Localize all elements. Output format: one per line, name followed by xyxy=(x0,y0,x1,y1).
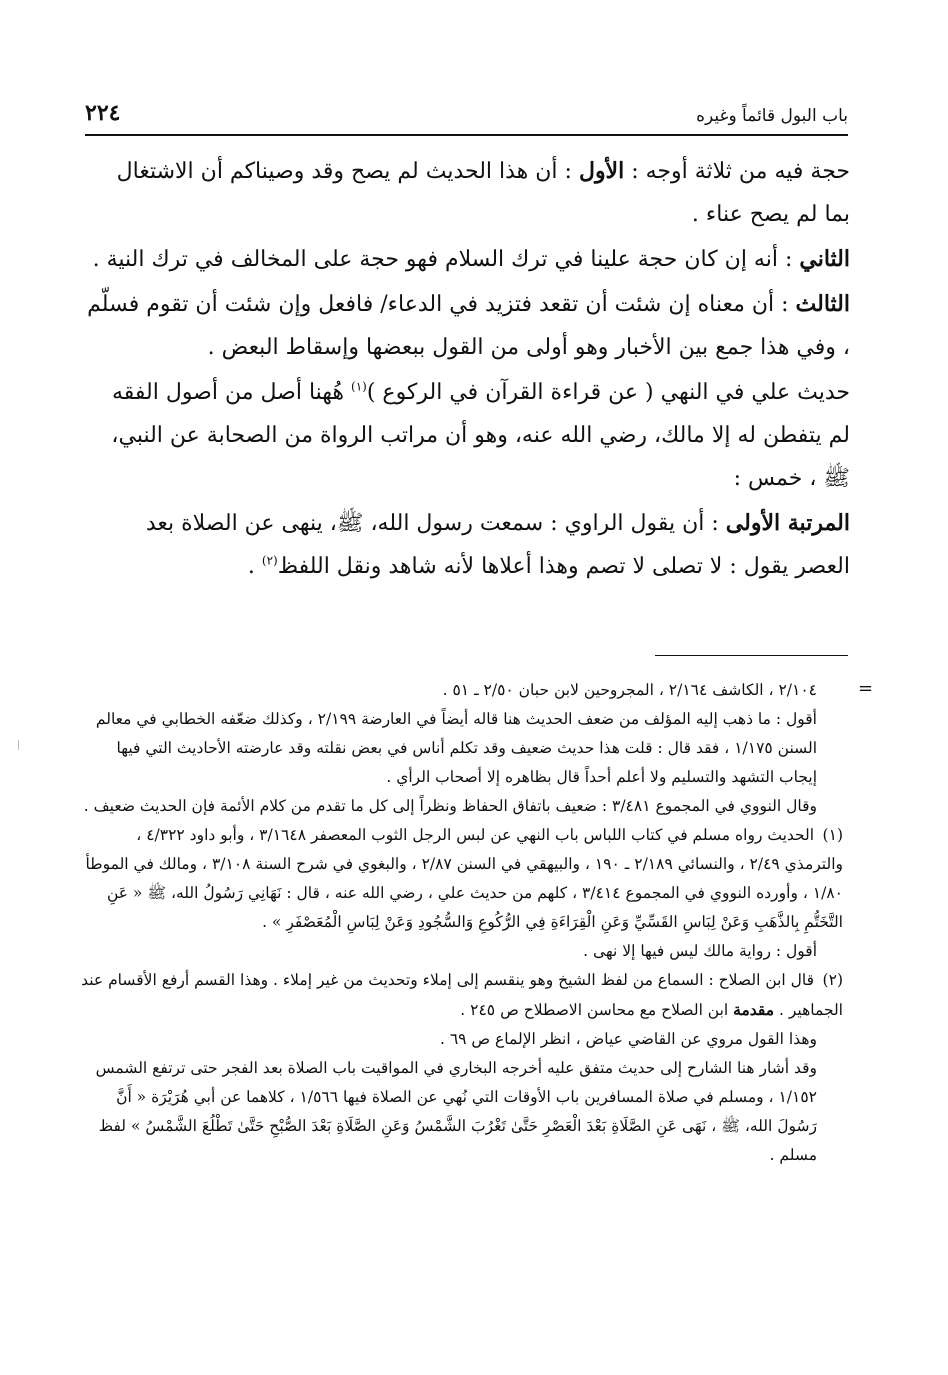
page-header xyxy=(85,100,848,136)
footnote-continued-para: أقول : ما ذهب إليه المؤلف من ضعف الحديث هنا قاله أيضاً في العارضة ٢/١٩٩ ، وكذلك ضعّفه الخطابي في معالم السنن ١/١٧٥ ، فقد قال : قلت هذا حديث ضعيف وقد تكلم أناس في بعض نقلته وقد عارضته الأحاديث التي فيها إيجاب التشهد والتسليم ولا أعلم أحداً قال بظاهره إلا أصحاب الرأي . xyxy=(95,710,817,786)
footnotes xyxy=(80,676,843,1170)
footnote-continued-line: ٢/١٠٤ ، الكاشف ٢/١٦٤ ، المجروحين لابن حبان ٢/٥٠ ـ ٥١ . xyxy=(442,681,817,699)
footnote-separator xyxy=(655,655,848,656)
page-number: ٢٢٤ xyxy=(85,100,121,126)
footnote-ref-1[interactable]: (١) xyxy=(351,379,367,394)
footnote-1: (١) الحديث رواه مسلم في كتاب اللباس باب النهي عن لبس الرجل الثوب المعصفر ٣/١٦٤٨ ، وأبو داود ٤/٣٢٢ ، والترمذي ٢/٤٩ ، والنسائي ٢/١٨٩ ـ ١٩٠ ، والبيهقي في السنن ٢/٨٧ ، والبغوي في شرح السنة ٣/١٠٨ ، ومالك في الموطأ ١/٨٠ ، وأورده النووي في المجموع ٣/٤١٤ ، كلهم من حديث علي ، رضي الله عنه ، قال : نَهَانِي رَسُولُ الله، ﷺ « عَنِ التَّخَتُّمِ بِالذَّهَبِ وَعَنْ لِبَاسِ القَسِّيِّ وَعَنِ الْقِرَاءَةِ فِي الرُّكُوعِ وَالسُّجُودِ وَعَنْ لِبَاسِ الْمُعَصْفَرِ » . xyxy=(80,821,843,937)
label-rank-one: المرتبة الأولى xyxy=(725,510,850,536)
footnote-2-para: وهذا القول مروي عن القاضي عياض ، انظر الإلماع ص ٦٩ . xyxy=(439,1030,817,1048)
footnote-continued-para: وقال النووي في المجموع ٣/٤٨١ : ضعيف باتفاق الحفاظ ونظراً إلى كل ما تقدم من كلام الأئمة فإن الحديث ضعيف . xyxy=(83,797,817,815)
footnote-number: (٢) xyxy=(822,971,843,989)
running-title: باب البول قائماً وغيره xyxy=(696,106,848,126)
paragraph-3: الثالث : أن معناه إن شئت أن تقعد فتزيد في الدعاء/ فافعل وإن شئت أن تقوم فسلّم ، وفي هذا جمع بين الأخبار وهو أولى من القول ببعضها وإسقاط البعض . xyxy=(87,291,850,360)
footnote-number: (١) xyxy=(822,826,843,844)
footnote-ref-2[interactable]: (٢) xyxy=(261,553,278,568)
paragraph-5: المرتبة الأولى : أن يقول الراوي : سمعت رسول الله، ﷺ، ينهى عن الصلاة بعد العصر يقول : لا تصلى لا تصم وهذا أعلاها لأنه شاهد ونقل اللفظ$^{(٢)}$ . xyxy=(145,510,850,579)
label-second: الثاني xyxy=(799,246,850,272)
paragraph-2: الثاني : أنه إن كان حجة علينا في ترك السلام فهو حجة على المخالف في ترك النية . xyxy=(92,246,850,272)
paragraph-4: حديث علي في النهي ( عن قراءة القرآن في الركوع )$^{(١)}$ هُهنا أصل من أصول الفقه لم يتفطن له إلا مالك، رضي الله عنه، وهو أن مراتب الرواة من الصحابة عن النبي، ﷺ ، خمس : xyxy=(111,379,850,491)
footnote-2-para: وقد أشار هنا الشارح إلى حديث متفق عليه أخرجه البخاري في المواقيت باب الصلاة بعد الفجر حتى ترتفع الشمس ١/١٥٢ ، ومسلم في صلاة المسافرين باب الأوقات التي نُهي عن الصلاة فيها ١/٥٦٦ ، كلاهما عن أبي هُرَيْرَة « أَنَّ رَسُولَ الله، ﷺ ، نَهَى عَنِ الصَّلَاةِ بَعْدَ الْعَصْرِ حَتَّىٰ تَغْرُبَ الشَّمْسُ وَعَنِ الصَّلَاةِ بَعْدَ الصُّبْحِ حَتَّىٰ تَطْلُعَ الشَّمْسُ » لفظ مسلم . xyxy=(95,1059,817,1164)
footnote-2: (٢) قال ابن الصلاح : السماع من لفظ الشيخ وهو ينقسم إلى إملاء وتحديث من غير إملاء . وهذا القسم أرفع الأقسام عند الجماهير . مقدمة ابن الصلاح مع محاسن الاصطلاح ص ٢٤٥ . xyxy=(80,966,843,1025)
continuation-mark: = xyxy=(858,678,874,699)
scan-mark xyxy=(18,740,19,750)
label-third: الثالث xyxy=(795,291,850,317)
label-first: الأول xyxy=(578,158,625,184)
paragraph-1: حجة فيه من ثلاثة أوجه : الأول : أن هذا الحديث لم يصح وقد وصيناكم أن الاشتغال بما لم يصح عناء . xyxy=(116,158,850,227)
footnote-1-note: أقول : رواية مالك ليس فيها إلا نهى . xyxy=(583,942,817,960)
main-text xyxy=(85,150,850,588)
